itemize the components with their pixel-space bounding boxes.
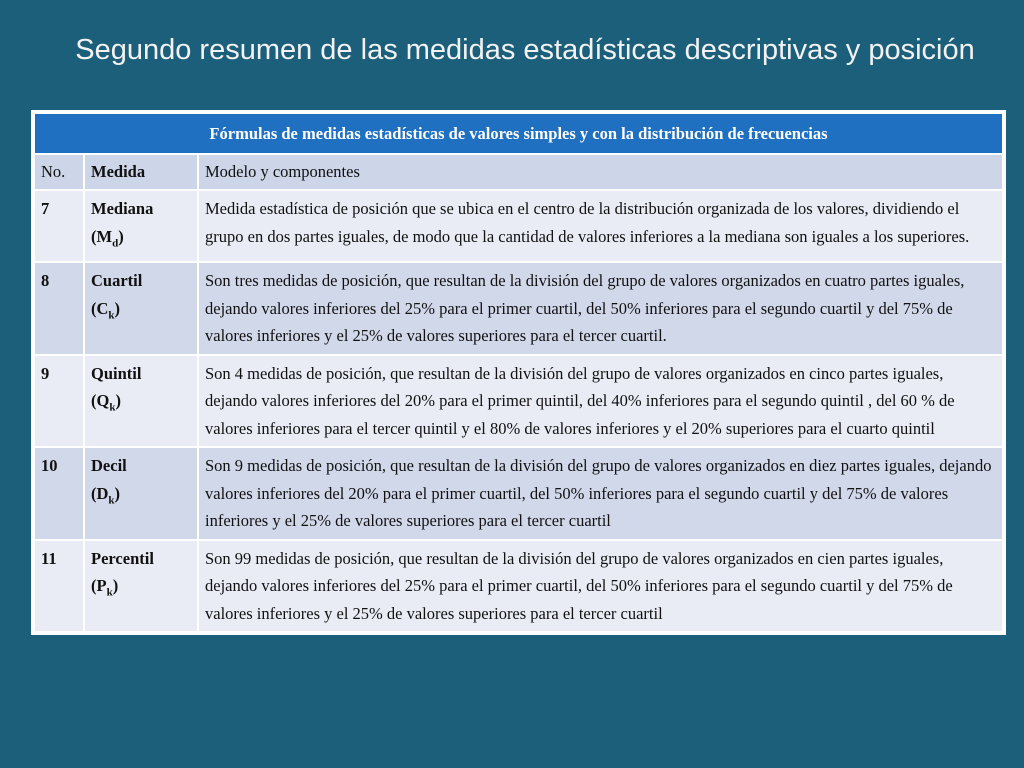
table-row <box>34 262 1003 355</box>
measure-cell <box>84 540 198 633</box>
column-header-medida: Medida <box>84 154 198 190</box>
measure-name: Percentil <box>91 548 154 568</box>
measure-cell <box>84 190 198 262</box>
measure-cell <box>84 355 198 448</box>
table-header: Fórmulas de medidas estadísticas de valores simples y con la distribución de frecuencias <box>34 113 1003 154</box>
measure-symbol: $(M_d)$ <box>91 226 124 249</box>
slide-title: Segundo resumen de las medidas estadísticas descriptivas y posición <box>75 34 975 66</box>
row-number: 9 <box>41 363 50 383</box>
measure-name: Mediana <box>91 199 154 218</box>
measure-symbol: $(D_k)$ <box>91 483 121 507</box>
table-row <box>34 190 1003 262</box>
row-number: 8 <box>41 271 50 291</box>
column-header-no: No. <box>34 154 84 190</box>
table-row <box>34 540 1003 633</box>
measure-name: Decil <box>91 456 127 476</box>
measure-name: Quintil <box>91 363 142 383</box>
table-row <box>34 355 1003 448</box>
measure-description: Medida estadística de posición que se ubica en el centro de la distribución organizada de los valores, dividiendo el grupo en dos partes iguales, de modo que la cantidad de valores inferiores a la mediana son iguales a los superiores. <box>198 190 1003 262</box>
row-number: 11 <box>41 548 57 568</box>
measure-description: Son 99 medidas de posición, que resultan de la división del grupo de valores organizados en cien partes iguales, dejando valores inferiores del 25% para el primer cuartil, del 50% inferiores para el segundo cuartil y del 75% de valores inferiores y el 25% de valores superiores para el tercer cuartil <box>198 540 1003 633</box>
formulas-table-container <box>31 110 1006 635</box>
measure-description: Son 4 medidas de posición, que resultan de la división del grupo de valores organizados en cinco partes iguales, dejando valores inferiores del 20% para el primer quintil, del 40% inferiores para el segundo quintil , del 60 % de valores inferiores para el tercer quintil y el 80% de valores inferiores y el 20% superiores para el cuarto quintil <box>198 355 1003 448</box>
formulas-table <box>33 112 1004 633</box>
table-row <box>34 447 1003 540</box>
measure-cell <box>84 447 198 540</box>
measure-cell <box>84 262 198 355</box>
column-header-row <box>34 154 1003 190</box>
measure-description: Son 9 medidas de posición, que resultan de la división del grupo de valores organizados en diez partes iguales, dejando valores inferiores del 20% para el primer cuartil, del 50% inferiores para el segundo cuartil y del 75% de valores inferiores y el 25% de valores superiores para el tercer cuartil <box>198 447 1003 540</box>
measure-symbol: $(P_k)$ <box>91 576 119 599</box>
row-number: 10 <box>41 456 58 476</box>
measure-symbol: $(Q_k)$ <box>91 391 121 414</box>
row-number: 7 <box>41 199 50 218</box>
column-header-modelo: Modelo y componentes <box>198 154 1003 190</box>
measure-description: Son tres medidas de posición, que resultan de la división del grupo de valores organizados en cuatro partes iguales, dejando valores inferiores del 25% para el primer cuartil, del 50% inferiores para el segundo cuartil y del 75% de valores inferiores y el 25% de valores superiores para el tercer cuartil. <box>198 262 1003 355</box>
measure-symbol: $(C_k)$ <box>91 298 121 322</box>
measure-name: Cuartil <box>91 271 143 291</box>
